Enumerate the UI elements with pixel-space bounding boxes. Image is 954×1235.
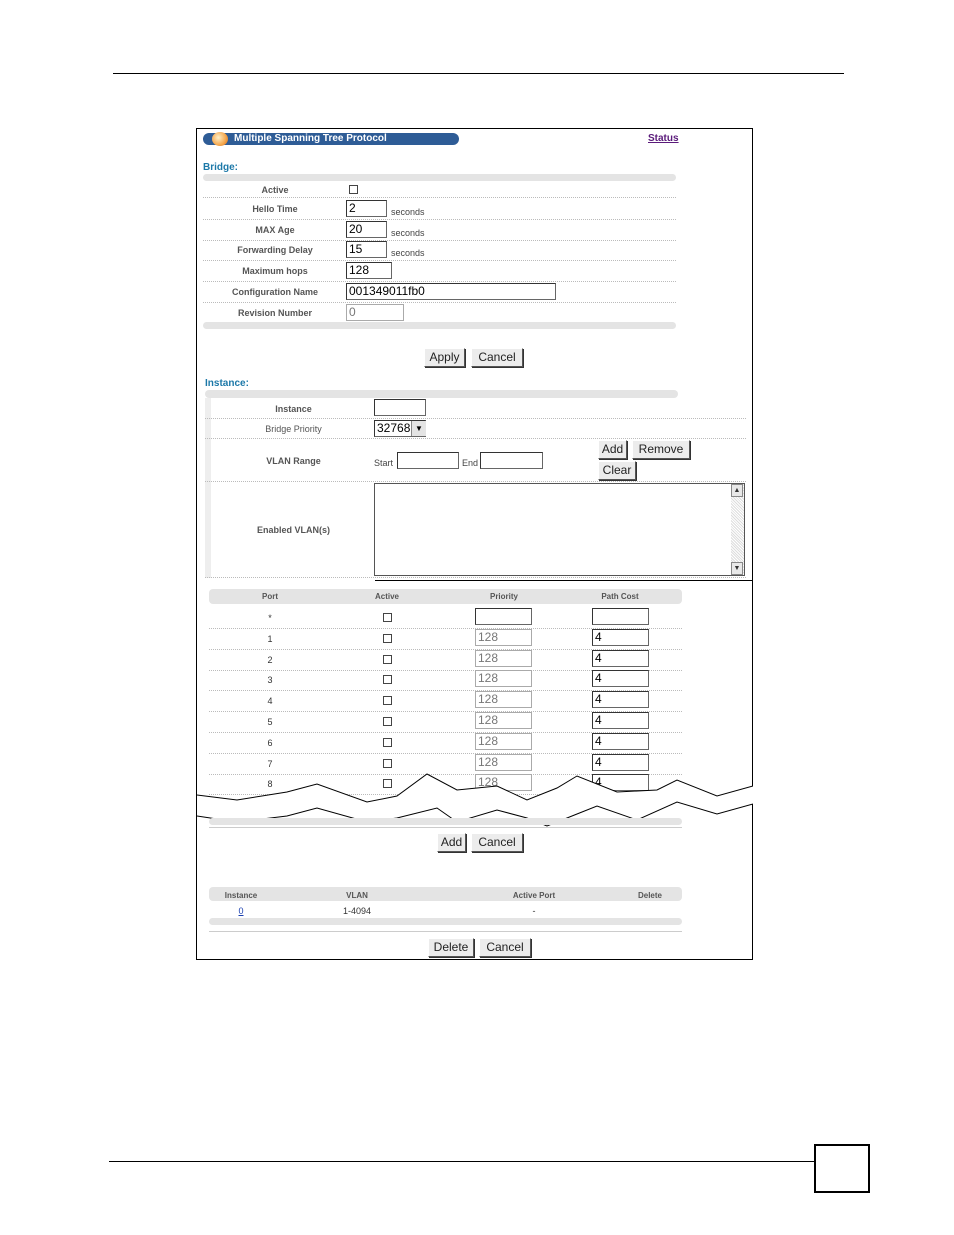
start-label: Start [374,458,394,468]
port-active-checkbox[interactable] [383,634,392,643]
vlan-clear-button[interactable]: Clear [598,461,636,480]
table-row [209,608,682,629]
port-cell: 8 [267,779,273,789]
summary-vlan-header: VLAN [346,891,368,900]
hello-time-unit: seconds [391,207,425,217]
port-cell: 6 [267,738,273,748]
chevron-down-icon[interactable]: ▼ [411,421,426,436]
active-label: Active [261,185,289,195]
priority-input[interactable]: 128 [475,691,532,708]
vlan-remove-button[interactable]: Remove [632,440,690,459]
instance-header-band [205,390,678,398]
path-cost-input[interactable]: 4 [592,733,649,750]
apply-button[interactable]: Apply [424,348,465,367]
active-header: Active [374,592,399,601]
summary-vlan-cell: 1-4094 [342,906,372,916]
hello-time-input[interactable]: 2 [346,200,387,217]
revision-number-input[interactable]: 0 [346,304,404,321]
port-active-checkbox[interactable] [383,759,392,768]
port-active-checkbox[interactable] [383,655,392,664]
scroll-up-icon[interactable]: ▲ [731,484,743,497]
page-number-box [814,1144,870,1193]
port-add-button[interactable]: Add [437,833,466,852]
max-age-label: MAX Age [255,225,295,235]
torn-edge-graphic [197,770,753,840]
forwarding-delay-input[interactable]: 15 [346,241,387,258]
bridge-section-label: Bridge: [203,162,238,173]
configuration-name-input[interactable]: 001349011fb0 [346,283,556,300]
summary-delete-button[interactable]: Delete [428,938,474,957]
path-cost-input[interactable]: 4 [592,691,649,708]
port-cancel-button[interactable]: Cancel [471,833,523,852]
hello-time-label: Hello Time [252,204,298,214]
priority-input[interactable]: 128 [475,712,532,729]
enabled-vlans-listbox[interactable] [374,483,745,576]
revision-number-label: Revision Number [237,308,313,318]
path-cost-input[interactable]: 4 [592,774,649,791]
summary-active-port-cell: - [532,906,536,916]
enabled-vlans-label: Enabled VLAN(s) [256,525,330,535]
maximum-hops-label: Maximum hops [242,266,308,276]
summary-cancel-button[interactable]: Cancel [479,938,531,957]
summary-table-header [209,887,682,901]
vlan-start-input[interactable] [397,452,459,469]
path-cost-input[interactable]: 4 [592,754,649,771]
port-active-checkbox[interactable] [383,675,392,684]
vlan-range-label: VLAN Range [266,456,321,466]
summary-active-port-header: Active Port [512,891,556,900]
summary-delete-header: Delete [637,891,662,900]
bridge-header-band [203,174,676,181]
page-top-rule [113,73,844,74]
port-active-checkbox[interactable] [383,738,392,747]
configuration-name-label: Configuration Name [231,287,318,297]
priority-input[interactable]: 128 [475,774,532,791]
table-row [209,712,682,733]
forwarding-delay-label: Forwarding Delay [237,245,313,255]
instance-input[interactable] [374,399,426,416]
port-cell: 1 [267,634,273,644]
path-cost-input[interactable]: 4 [592,712,649,729]
bridge-footer-band [203,322,676,329]
priority-input[interactable] [475,608,532,625]
port-cell: 2 [267,655,273,665]
port-cell: * [268,613,272,623]
path-cost-input[interactable]: 4 [592,629,649,646]
table-row [209,650,682,671]
port-cell: 5 [267,717,273,727]
port-active-checkbox[interactable] [383,613,392,622]
port-active-checkbox[interactable] [383,696,392,705]
priority-header: Priority [489,592,518,601]
instance-label: Instance [275,404,312,414]
port-active-checkbox[interactable] [383,717,392,726]
scroll-down-icon[interactable]: ▼ [731,562,743,575]
path-cost-input[interactable] [592,608,649,625]
end-label: End [462,458,479,468]
priority-input[interactable]: 128 [475,629,532,646]
priority-input[interactable]: 128 [475,754,532,771]
max-age-input[interactable]: 20 [346,221,387,238]
port-cell: 4 [267,696,273,706]
status-link[interactable]: Status [648,133,679,144]
priority-input[interactable]: 128 [475,670,532,687]
bridge-cancel-button[interactable]: Cancel [471,348,523,367]
priority-input[interactable]: 128 [475,733,532,750]
maximum-hops-input[interactable]: 128 [346,262,392,279]
priority-input[interactable]: 128 [475,650,532,667]
vlan-end-input[interactable] [480,452,543,469]
instance-section-label: Instance: [205,378,249,389]
table-row [209,733,682,754]
summary-instance-link[interactable]: 0 [238,906,244,916]
path-cost-input[interactable]: 4 [592,650,649,667]
bridge-active-checkbox[interactable] [349,185,358,194]
port-cell: 7 [267,759,273,769]
path-cost-header: Path Cost [601,592,639,601]
table-row [209,670,682,691]
forwarding-delay-unit: seconds [391,248,425,258]
path-cost-input[interactable]: 4 [592,670,649,687]
bridge-priority-label: Bridge Priority [265,424,322,434]
max-age-unit: seconds [391,228,425,238]
title-orb-icon [212,132,228,146]
page-bottom-rule [109,1161,815,1162]
bridge-priority-value: 32768 [377,421,411,435]
page-title: Multiple Spanning Tree Protocol [234,133,387,144]
port-cell: 3 [267,675,273,685]
summary-instance-header: Instance [224,891,258,900]
vlan-add-button[interactable]: Add [598,440,627,459]
port-header: Port [262,592,278,601]
table-row [209,691,682,712]
table-row [209,629,682,650]
